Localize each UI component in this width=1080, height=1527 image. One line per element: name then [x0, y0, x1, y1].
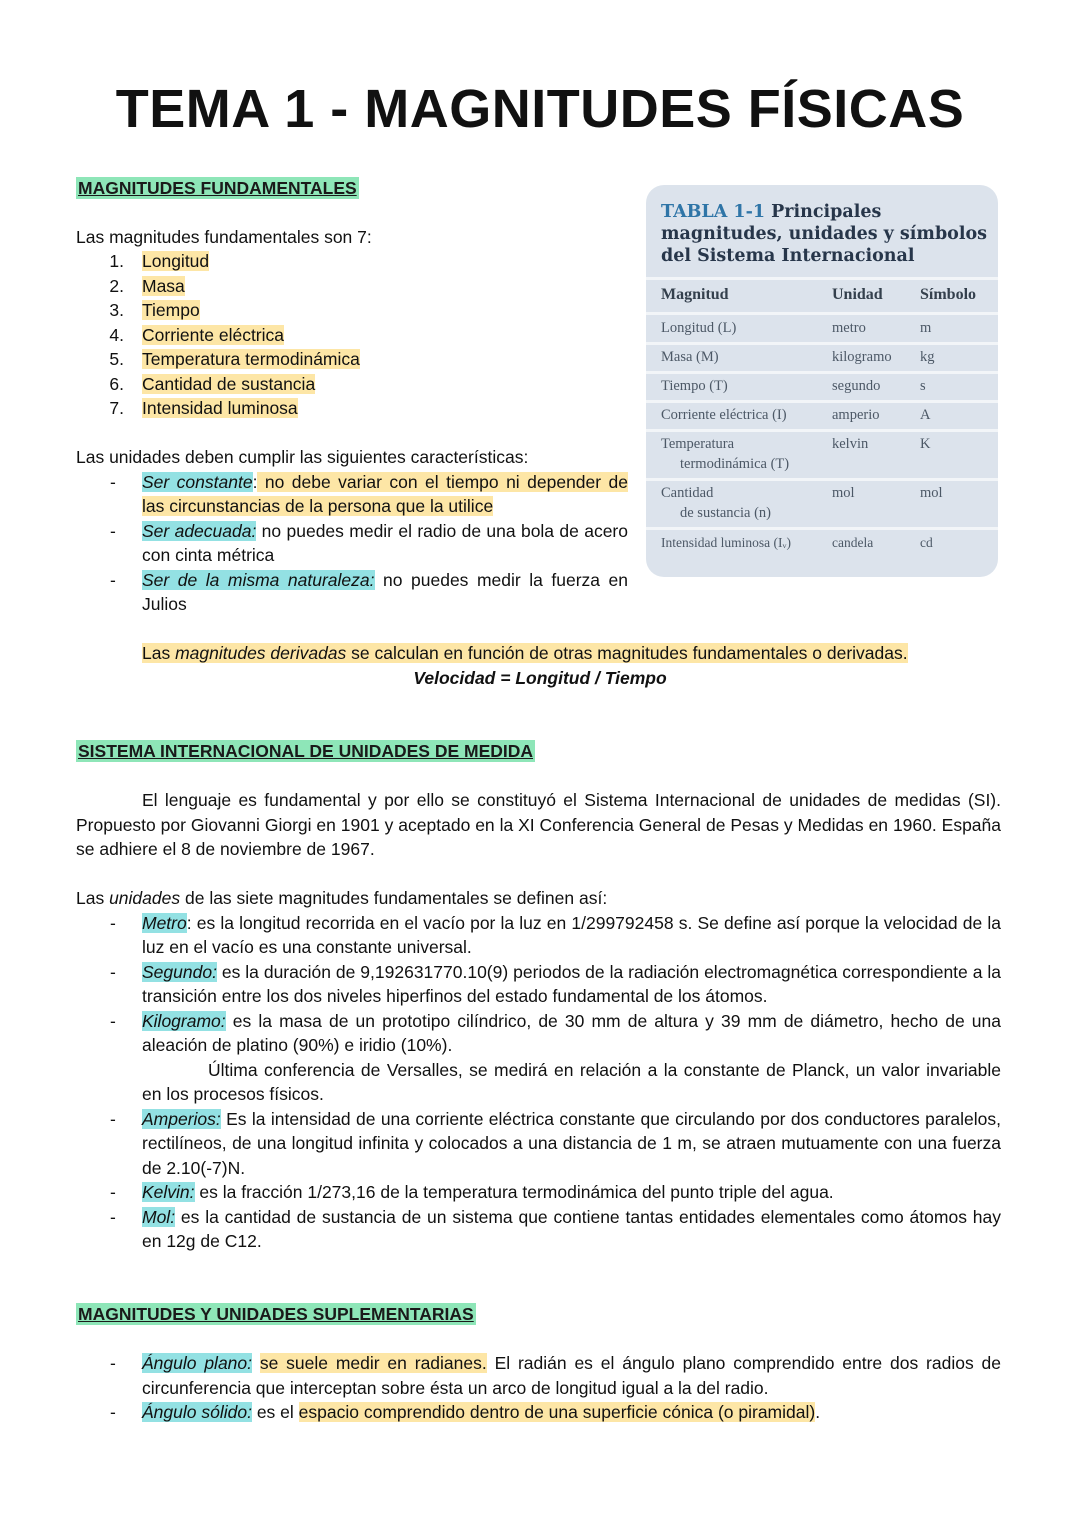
bullet-dash: - [110, 912, 116, 933]
unit-term: Amperios: [142, 1108, 221, 1129]
table-cell: Longitud (L) [661, 320, 737, 336]
page-title: TEMA 1 - MAGNITUDES FÍSICAS [115, 79, 965, 139]
bullet-dash: - [110, 961, 116, 982]
unit-definition: Metro: es la longitud recorrida en el vacío por la luz en 1/299792458 s. Se define así porque la velocidad de la luz en el vacío es una constante universal. [142, 912, 1001, 957]
table-cell: m [920, 320, 932, 336]
table-cell: segundo [832, 378, 881, 394]
table-row [646, 527, 998, 560]
unit-definition: Kelvin: es la fracción 1/273,16 de la temperatura termodinámica del punto triple del agua. [142, 1182, 834, 1202]
list-item: Temperatura termodinámica [142, 349, 360, 369]
fundamentales-intro: Las magnitudes fundamentales son 7: [76, 227, 372, 247]
table-header-row [646, 277, 998, 312]
unit-definition: Kilogramo: es la masa de un prototipo cilíndrico, de 30 mm de altura y 39 mm de diámetro, hecho de una aleación de platino (90%) e iridio (10%). [142, 1010, 1001, 1055]
table-title: Principales magnitudes, unidades y símbolos del Sistema Internacional [661, 202, 988, 266]
versalles-note: Última conferencia de Versalles, se medirá en relación a la constante de Planck, un valor invariable en los procesos físicos. [142, 1059, 1001, 1104]
unit-term: Metro [142, 912, 187, 933]
table-cell: candela [832, 535, 874, 550]
list-item: Longitud [142, 251, 210, 271]
table-cell: A [920, 407, 931, 423]
table-cell: de sustancia (n) [680, 505, 771, 521]
list-number: 2. [109, 275, 124, 296]
list-item: Cantidad de sustancia [142, 373, 316, 394]
list-number: 6. [109, 373, 124, 394]
table-cell: kelvin [832, 436, 869, 452]
unit-term: Mol: [142, 1206, 176, 1227]
supplementary-item: Ángulo plano: se suele medir en radianes. El radián es el ángulo plano comprendido entre dos radios de circunferencia que interceptan sobre ésta un arco de longitud igual a la del radio. [142, 1353, 1001, 1398]
table-header-cell: Unidad [832, 286, 883, 303]
characteristic-item [142, 568, 628, 617]
table-cell: cd [920, 535, 933, 550]
supplementary-term: Ángulo plano: [142, 1353, 253, 1373]
table-cell: mol [920, 485, 943, 501]
table-cell: metro [832, 320, 866, 336]
characteristic-item: Ser constante: no debe variar con el tiempo ni depender de las circunstancias de la persona que la utilice [142, 471, 629, 516]
list-item: Tiempo [142, 300, 200, 320]
list-number: 4. [109, 324, 124, 345]
table-cell: termodinámica (T) [680, 456, 790, 472]
characteristic-text: no puedes medir el radio de una bola de acero con cinta métrica [142, 520, 628, 565]
unit-term: Kelvin: [142, 1182, 195, 1202]
list-item: Corriente eléctrica [142, 324, 284, 345]
bullet-dash: - [110, 520, 116, 541]
list-number: 7. [109, 398, 124, 418]
table-cell: kg [920, 349, 935, 365]
bullet-dash: - [110, 471, 116, 492]
bullet-dash: - [110, 1402, 116, 1422]
section-heading-si: SISTEMA INTERNACIONAL DE UNIDADES DE MEDIDA [78, 741, 534, 761]
characteristic-item [142, 519, 628, 568]
table-cell: Cantidad [661, 485, 714, 501]
si-units-table [646, 185, 998, 577]
table-cell: Corriente eléctrica (I) [661, 407, 787, 423]
table-row [646, 312, 998, 342]
supplementary-item: Ángulo sólido: es el espacio comprendido dentro de una superficie cónica (o piramidal). [142, 1402, 821, 1422]
table-cell: Intensidad luminosa (Iᵥ) [661, 535, 791, 550]
table-cell: Tiempo (T) [661, 378, 728, 394]
table-cell: mol [832, 485, 855, 501]
bullet-dash: - [110, 1182, 116, 1202]
unit-term: Kilogramo: [142, 1010, 226, 1031]
bullet-dash: - [110, 1206, 116, 1227]
table-row [646, 371, 998, 400]
characteristic-term: Ser de la misma naturaleza: [142, 569, 375, 590]
unit-term: Segundo: [142, 961, 217, 982]
list-number: 1. [109, 251, 124, 271]
characteristics-intro: Las unidades deben cumplir las siguientes características: [76, 447, 529, 467]
section-heading-suplementarias: MAGNITUDES Y UNIDADES SUPLEMENTARIAS [78, 1304, 474, 1324]
list-number: 5. [109, 349, 124, 369]
table-cell: s [920, 378, 926, 394]
table-cell: K [920, 436, 931, 452]
table-row [646, 342, 998, 371]
list-item: Intensidad luminosa [142, 398, 298, 418]
table-row [646, 429, 998, 478]
table-cell: Temperatura [661, 436, 735, 452]
si-paragraph: El lenguaje es fundamental y por ello se constituyó el Sistema Internacional de unidades de medidas (SI). Propuesto por Giovanni Giorgi en 1901 y aceptado en la XI Conferencia General de Pesas y Medidas en 1960. España se adhiere el 8 de noviembre de 1967. [76, 790, 1001, 859]
table-cell: Masa (M) [661, 349, 719, 365]
table-header-cell: Símbolo [920, 286, 977, 303]
supplementary-term: Ángulo sólido: [142, 1402, 252, 1422]
derived-term: magnitudes derivadas [175, 643, 347, 663]
characteristic-text: no debe variar con el tiempo ni depender de las circunstancias de la persona que la utilice [142, 471, 629, 516]
table-caption [661, 201, 991, 267]
unit-definition: Segundo: es la duración de 9,192631770.10(9) periodos de la radiación electromagnética correspondiente a la transición entre los dos niveles hiperfinos del estado fundamental de los átomos. [142, 961, 1001, 1006]
table-row [646, 478, 998, 527]
table-cell: kilogramo [832, 349, 892, 365]
table-header-cell: Magnitud [661, 286, 729, 303]
characteristic-text: no puedes medir la fuerza en Julios [142, 569, 628, 614]
table-label: TABLA 1-1 [661, 202, 766, 222]
table-row [646, 400, 998, 429]
list-item: Masa [142, 275, 185, 296]
derived-sentence: Las magnitudes derivadas se calculan en función de otras magnitudes fundamentales o derivadas. [142, 643, 908, 663]
table-cell: amperio [832, 407, 880, 423]
bullet-dash: - [110, 1353, 116, 1373]
list-number: 3. [109, 300, 124, 320]
section-heading-fundamentales: MAGNITUDES FUNDAMENTALES [78, 178, 357, 198]
unit-definition: Amperios: Es la intensidad de una corriente eléctrica constante que circulando por dos conductores paralelos, rectilíneos, de una longitud infinita y colocados a una distancia de 1 m, se atraen mutuamente con una fuerza de 2.10(-7)N. [142, 1108, 1001, 1178]
unit-definition: Mol: es la cantidad de sustancia de un sistema que contiene tantas entidades elementales como átomos hay en 12g de C12. [142, 1206, 1001, 1251]
characteristic-term: Ser constante [142, 471, 253, 492]
characteristic-term: Ser adecuada: [142, 520, 257, 541]
bullet-dash: - [110, 1010, 116, 1031]
bullet-dash: - [110, 1108, 116, 1129]
bullet-dash: - [110, 569, 116, 590]
velocity-formula: Velocidad = Longitud / Tiempo [413, 667, 667, 688]
units-intro: Las unidades de las siete magnitudes fundamentales se definen así: [76, 888, 608, 908]
